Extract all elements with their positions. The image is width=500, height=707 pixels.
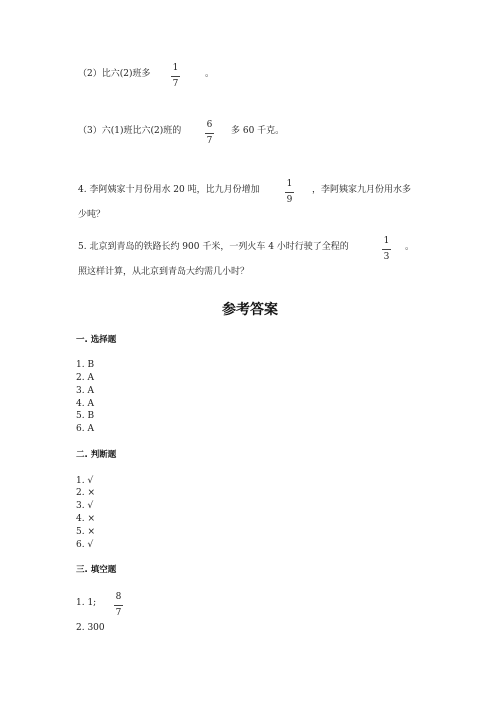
choice-answer-2: 2. A	[76, 373, 94, 383]
fraction-bar	[205, 133, 214, 134]
question-5-after: 。	[405, 242, 415, 252]
fraction-denominator: 7	[206, 136, 213, 146]
question-4-line2: 少吨？	[78, 210, 106, 220]
fraction-numerator: 1	[172, 63, 179, 73]
fraction-1-3	[382, 237, 391, 262]
fraction-bar	[285, 192, 294, 193]
section-2-heading: 二. 判断题	[76, 450, 117, 460]
question-2-2-after: 。	[205, 69, 215, 79]
answers-title: 参考答案	[222, 302, 278, 318]
judge-answer-2: 2. ×	[76, 488, 95, 498]
judge-answer-1: 1. √	[76, 476, 94, 486]
choice-answer-6: 6. A	[76, 424, 94, 434]
fill-answer-2: 2. 300	[76, 623, 105, 633]
judge-answer-4: 4. ×	[76, 514, 95, 524]
judge-answer-3: 3. √	[76, 501, 94, 511]
question-2-3-after: 多 60 千克。	[231, 126, 285, 136]
fraction-denominator: 9	[286, 195, 293, 205]
question-5-line2: 照这样计算，从北京到青岛大约需几小时？	[78, 267, 250, 277]
fraction-denominator: 7	[172, 79, 179, 89]
choice-answer-3: 3. A	[76, 386, 94, 396]
fraction-bar	[114, 605, 123, 606]
question-5-text: 5. 北京到青岛的铁路长约 900 千米，一列火车 4 小时行驶了全程的	[78, 242, 349, 252]
fraction-numerator: 6	[206, 120, 213, 130]
fraction-1-7	[171, 64, 180, 89]
choice-answer-5: 5. B	[76, 411, 95, 421]
section-1-heading: 一. 选择题	[76, 335, 117, 345]
fraction-numerator: 8	[115, 592, 122, 602]
judge-answer-5: 5. ×	[76, 527, 95, 537]
fraction-numerator: 1	[286, 179, 293, 189]
fraction-6-7	[205, 121, 214, 146]
fill-answer-1-label: 1. 1;	[76, 598, 97, 608]
fraction-bar	[171, 76, 180, 77]
fraction-denominator: 3	[383, 252, 390, 262]
fraction-bar	[382, 249, 391, 250]
judge-answer-6: 6. √	[76, 540, 94, 550]
fraction-numerator: 1	[383, 236, 390, 246]
fraction-8-7	[114, 593, 123, 618]
choice-answer-4: 4. A	[76, 399, 94, 409]
question-2-3-text: （3）六(1)班比六(2)班的	[78, 126, 182, 136]
choice-answer-1: 1. B	[76, 360, 95, 370]
fraction-1-9	[285, 180, 294, 205]
question-4-text: 4. 李阿姨家十月份用水 20 吨，比九月份增加	[78, 185, 260, 195]
section-3-heading: 三. 填空题	[76, 565, 117, 575]
question-4-after: ，李阿姨家九月份用水多	[312, 185, 412, 195]
question-2-2-text: （2）比六(2)班多	[78, 69, 151, 79]
fraction-denominator: 7	[115, 608, 122, 618]
